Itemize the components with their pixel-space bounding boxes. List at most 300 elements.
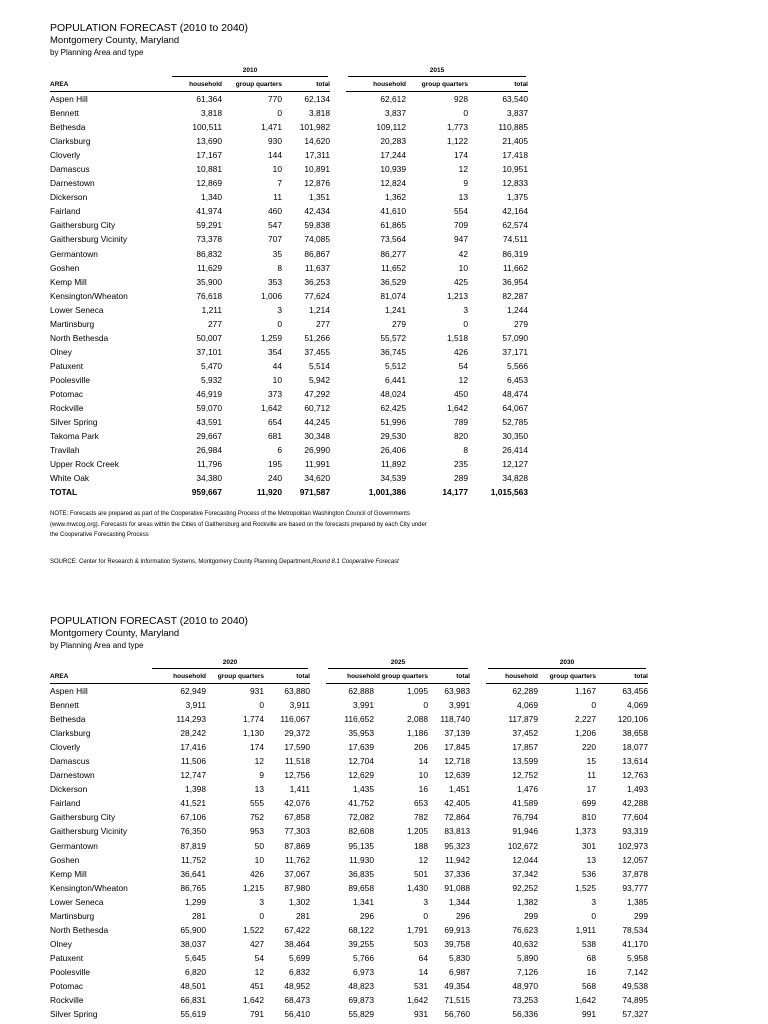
note-line-1: NOTE: Forecasts are prepared as part of the Cooperative Forecasting Process of the Metropolitan Washington Council of Governments xyxy=(50,511,410,517)
value-cell: 37,455 xyxy=(304,346,330,357)
value-cell: 48,952 xyxy=(284,981,310,991)
table-row xyxy=(50,401,528,415)
table-row xyxy=(50,190,528,204)
gap-cell xyxy=(470,881,486,895)
gap-cell xyxy=(330,429,346,443)
value-cell: 3 xyxy=(463,304,468,315)
year-label: 2025 xyxy=(328,659,468,669)
column-header: household xyxy=(486,670,538,684)
table-row xyxy=(50,247,528,261)
value-cell: 555 xyxy=(250,798,264,809)
area-name: Rockville xyxy=(50,995,84,1006)
table2-title: POPULATION FORECAST (2010 to 2040) xyxy=(50,615,249,627)
value-cell: 536 xyxy=(582,868,596,879)
value-cell: 460 xyxy=(268,206,282,217)
value-cell: 11,991 xyxy=(305,459,330,470)
table-row xyxy=(50,331,528,345)
gap-cell xyxy=(470,909,486,923)
value-cell: 54 xyxy=(254,952,264,963)
gap-cell xyxy=(310,923,326,937)
value-cell: 89,658 xyxy=(348,882,374,893)
value-cell: 120,106 xyxy=(617,714,648,725)
value-cell: 13 xyxy=(586,854,596,865)
value-cell: 5,958 xyxy=(627,952,648,963)
area-name: Lower Seneca xyxy=(50,304,104,315)
value-cell: 17,167 xyxy=(196,150,222,161)
area-name: Cloverly xyxy=(50,150,81,161)
value-cell: 538 xyxy=(582,938,596,949)
table-row xyxy=(50,979,648,993)
value-cell: 12,824 xyxy=(380,178,406,189)
value-cell: 83,813 xyxy=(444,826,470,837)
value-cell: 8 xyxy=(277,262,282,273)
gap-cell xyxy=(310,881,326,895)
gap-cell xyxy=(330,401,346,415)
value-cell: 0 xyxy=(423,910,428,921)
area-name: Goshen xyxy=(50,262,80,273)
value-cell: 87,869 xyxy=(284,840,310,851)
value-cell: 67,858 xyxy=(284,812,310,823)
value-cell: 1,341 xyxy=(353,896,374,907)
table-row xyxy=(50,120,528,134)
area-name: Travilah xyxy=(50,445,80,456)
value-cell: 48,823 xyxy=(348,981,374,991)
value-cell: 547 xyxy=(268,220,282,231)
gap-cell xyxy=(310,754,326,768)
value-cell: 48,970 xyxy=(512,981,538,991)
table2-county: Montgomery County, Maryland xyxy=(50,628,180,639)
value-cell: 0 xyxy=(463,318,468,329)
gap-cell xyxy=(470,796,486,810)
value-cell: 67,422 xyxy=(284,924,310,935)
gap-cell xyxy=(330,247,346,261)
value-cell: 26,414 xyxy=(502,445,528,456)
column-header: group quarters xyxy=(406,78,468,92)
value-cell: 277 xyxy=(316,318,330,329)
value-cell: 0 xyxy=(591,910,596,921)
table-row xyxy=(50,993,648,1007)
value-cell: 12 xyxy=(458,374,468,385)
area-name: Bethesda xyxy=(50,714,86,725)
forecast-table-2020-2030 xyxy=(50,657,648,1021)
value-cell: 13,614 xyxy=(622,756,648,767)
value-cell: 12 xyxy=(418,854,428,865)
value-cell: 3 xyxy=(259,896,264,907)
table-row xyxy=(50,457,528,471)
value-cell: 114,293 xyxy=(176,714,206,725)
value-cell: 5,470 xyxy=(201,360,222,371)
gap-cell xyxy=(310,796,326,810)
value-cell: 101,982 xyxy=(299,122,330,133)
value-cell: 947 xyxy=(454,234,468,245)
value-cell: 55,572 xyxy=(380,332,406,343)
value-cell: 17,590 xyxy=(284,742,310,753)
value-cell: 30,348 xyxy=(304,431,330,442)
value-cell: 3 xyxy=(423,896,428,907)
value-cell: 174 xyxy=(250,742,264,753)
gap-cell xyxy=(330,275,346,289)
value-cell: 47,292 xyxy=(304,389,330,399)
gap-cell xyxy=(330,78,346,92)
value-cell: 57,327 xyxy=(622,1009,648,1020)
value-cell: 56,760 xyxy=(444,1009,470,1020)
value-cell: 93,319 xyxy=(622,826,648,837)
value-cell: 30,350 xyxy=(502,431,528,442)
gap-cell xyxy=(310,768,326,782)
column-header: household xyxy=(150,670,206,684)
value-cell: 34,380 xyxy=(196,473,222,484)
area-name: Gaithersburg Vicinity xyxy=(50,826,128,837)
value-cell: 95,135 xyxy=(348,840,374,851)
table-row xyxy=(50,373,528,387)
value-cell: 12 xyxy=(254,756,264,767)
gap-cell xyxy=(470,895,486,909)
value-cell: 0 xyxy=(259,910,264,921)
table1-subtitle: by Planning Area and type xyxy=(50,48,144,57)
table-row xyxy=(50,317,528,331)
value-cell: 64,067 xyxy=(502,403,528,414)
area-name: Aspen Hill xyxy=(50,686,88,697)
column-header-row xyxy=(50,670,648,684)
value-cell: 116,652 xyxy=(344,714,374,725)
area-name: Olney xyxy=(50,938,72,949)
value-cell: 354 xyxy=(268,346,282,357)
value-cell: 820 xyxy=(454,431,468,442)
value-cell: 86,277 xyxy=(380,248,406,259)
gap-cell xyxy=(330,331,346,345)
value-cell: 29,372 xyxy=(284,728,310,739)
value-cell: 68 xyxy=(586,952,596,963)
value-cell: 1,430 xyxy=(407,882,428,893)
value-cell: 1,259 xyxy=(261,332,282,343)
value-cell: 1,398 xyxy=(185,784,206,795)
value-cell: 26,984 xyxy=(196,445,222,456)
value-cell: 5,932 xyxy=(201,374,222,385)
value-cell: 42,288 xyxy=(622,798,648,809)
value-cell: 2,088 xyxy=(407,714,428,725)
gap-cell xyxy=(470,937,486,951)
table-row xyxy=(50,471,528,485)
value-cell: 36,745 xyxy=(380,346,406,357)
value-cell: 117,879 xyxy=(508,714,538,725)
column-header: total xyxy=(596,670,648,684)
year-group-2010 xyxy=(170,65,330,78)
value-cell: 42,405 xyxy=(444,798,470,809)
value-cell: 1,518 xyxy=(447,332,468,343)
value-cell: 35 xyxy=(272,248,282,259)
gap-cell xyxy=(330,176,346,190)
value-cell: 62,425 xyxy=(380,403,406,414)
value-cell: 77,604 xyxy=(622,812,648,823)
value-cell: 37,342 xyxy=(512,868,538,879)
value-cell: 37,452 xyxy=(512,728,538,739)
table-row xyxy=(50,782,648,796)
value-cell: 931 xyxy=(250,686,264,697)
total-value: 1,001,386 xyxy=(368,487,406,498)
area-name: Darnestown xyxy=(50,770,95,781)
gap-cell xyxy=(330,148,346,162)
gap-cell xyxy=(310,867,326,881)
table-row xyxy=(50,232,528,246)
value-cell: 0 xyxy=(463,108,468,119)
area-name: Damascus xyxy=(50,756,90,767)
gap-cell xyxy=(310,895,326,909)
value-cell: 63,880 xyxy=(284,686,310,697)
value-cell: 426 xyxy=(250,868,264,879)
value-cell: 3,991 xyxy=(449,700,470,711)
value-cell: 62,134 xyxy=(304,94,330,105)
value-cell: 60,712 xyxy=(304,403,330,414)
forecast-table-2010-2015 xyxy=(50,65,528,499)
value-cell: 17,845 xyxy=(444,742,470,753)
gap-cell xyxy=(310,824,326,838)
value-cell: 568 xyxy=(582,981,596,991)
gap-cell xyxy=(470,670,486,684)
value-cell: 277 xyxy=(208,318,222,329)
value-cell: 110,885 xyxy=(498,122,528,133)
value-cell: 40,632 xyxy=(512,938,538,949)
table-row xyxy=(50,261,528,275)
gap-cell xyxy=(330,65,346,78)
value-cell: 782 xyxy=(414,812,428,823)
gap-cell xyxy=(470,839,486,853)
value-cell: 39,758 xyxy=(444,938,470,949)
table2-subtitle: by Planning Area and type xyxy=(50,641,144,650)
value-cell: 12,704 xyxy=(348,756,374,767)
gap-cell xyxy=(310,993,326,1007)
gap-cell xyxy=(330,471,346,485)
value-cell: 3 xyxy=(591,896,596,907)
value-cell: 1,122 xyxy=(447,136,468,147)
value-cell: 17,857 xyxy=(512,742,538,753)
table-row xyxy=(50,345,528,359)
value-cell: 4,069 xyxy=(627,700,648,711)
year-header-row xyxy=(50,65,528,78)
area-name: Dickerson xyxy=(50,784,88,795)
value-cell: 78,534 xyxy=(622,924,648,935)
value-cell: 12,869 xyxy=(196,178,222,189)
value-cell: 425 xyxy=(454,276,468,287)
gap-cell xyxy=(310,810,326,824)
table-row xyxy=(50,965,648,979)
gap-cell xyxy=(330,204,346,218)
value-cell: 3 xyxy=(277,304,282,315)
value-cell: 61,364 xyxy=(196,94,222,105)
value-cell: 1,791 xyxy=(407,924,428,935)
year-spacer xyxy=(50,65,170,78)
table-row xyxy=(50,176,528,190)
table-row xyxy=(50,796,648,810)
value-cell: 12,752 xyxy=(512,770,538,781)
value-cell: 699 xyxy=(582,798,596,809)
value-cell: 12,639 xyxy=(444,770,470,781)
value-cell: 14 xyxy=(418,966,428,977)
value-cell: 17,311 xyxy=(305,150,330,161)
value-cell: 12,876 xyxy=(304,178,330,189)
total-value: 971,587 xyxy=(299,487,330,498)
value-cell: 61,865 xyxy=(380,220,406,231)
value-cell: 11,942 xyxy=(445,854,470,865)
value-cell: 91,946 xyxy=(512,826,538,837)
value-cell: 1,244 xyxy=(507,304,528,315)
value-cell: 42,076 xyxy=(284,798,310,809)
value-cell: 50,007 xyxy=(196,332,222,343)
value-cell: 36,529 xyxy=(380,276,406,287)
value-cell: 11,652 xyxy=(381,262,406,273)
value-cell: 10 xyxy=(272,374,282,385)
value-cell: 76,350 xyxy=(180,826,206,837)
value-cell: 15 xyxy=(586,756,596,767)
value-cell: 56,336 xyxy=(512,1009,538,1020)
table-row xyxy=(50,895,648,909)
value-cell: 7,126 xyxy=(517,966,538,977)
value-cell: 102,672 xyxy=(507,840,538,851)
gap-cell xyxy=(470,712,486,726)
value-cell: 1,493 xyxy=(627,784,648,795)
value-cell: 34,539 xyxy=(380,473,406,484)
gap-cell xyxy=(470,726,486,740)
table-row xyxy=(50,359,528,373)
table-row xyxy=(50,443,528,457)
value-cell: 1,375 xyxy=(507,192,528,203)
table1-heading xyxy=(50,22,248,58)
gap-cell xyxy=(330,303,346,317)
gap-cell xyxy=(330,373,346,387)
value-cell: 57,090 xyxy=(502,332,528,343)
value-cell: 554 xyxy=(454,206,468,217)
value-cell: 62,949 xyxy=(180,686,206,697)
value-cell: 1,095 xyxy=(407,686,428,697)
column-header: total xyxy=(282,78,330,92)
value-cell: 36,641 xyxy=(180,868,206,879)
gap-cell xyxy=(330,345,346,359)
area-name: Silver Spring xyxy=(50,417,98,428)
table-row xyxy=(50,106,528,120)
value-cell: 29,667 xyxy=(196,431,222,442)
value-cell: 87,980 xyxy=(284,882,310,893)
area-name: Damascus xyxy=(50,164,90,175)
value-cell: 503 xyxy=(414,938,428,949)
value-cell: 37,067 xyxy=(284,868,310,879)
gap-cell xyxy=(330,261,346,275)
value-cell: 1,642 xyxy=(447,403,468,414)
value-cell: 36,954 xyxy=(502,276,528,287)
gap-cell xyxy=(330,106,346,120)
value-cell: 1,205 xyxy=(407,826,428,837)
value-cell: 1,911 xyxy=(575,924,596,935)
gap-cell xyxy=(310,740,326,754)
year-group xyxy=(326,657,470,670)
value-cell: 144 xyxy=(268,150,282,161)
value-cell: 17,639 xyxy=(348,742,374,753)
value-cell: 296 xyxy=(456,910,470,921)
table-row xyxy=(50,289,528,303)
area-name: North Bethesda xyxy=(50,332,109,343)
value-cell: 73,378 xyxy=(196,234,222,245)
value-cell: 20,283 xyxy=(380,136,406,147)
gap-cell xyxy=(310,657,326,670)
value-cell: 26,406 xyxy=(380,445,406,456)
value-cell: 82,608 xyxy=(348,826,374,837)
value-cell: 5,645 xyxy=(185,952,206,963)
value-cell: 37,171 xyxy=(502,346,528,357)
value-cell: 501 xyxy=(414,868,428,879)
column-header: household xyxy=(346,78,406,92)
gap-cell xyxy=(470,1007,486,1021)
value-cell: 5,699 xyxy=(289,952,310,963)
value-cell: 72,864 xyxy=(444,812,470,823)
gap-cell xyxy=(470,979,486,993)
value-cell: 931 xyxy=(414,1009,428,1020)
gap-cell xyxy=(330,162,346,176)
value-cell: 82,287 xyxy=(502,290,528,301)
year-label-2015: 2015 xyxy=(348,67,526,77)
area-header: AREA xyxy=(50,670,150,684)
value-cell: 11,762 xyxy=(285,854,310,865)
value-cell: 17,416 xyxy=(180,742,206,753)
gap-cell xyxy=(310,937,326,951)
value-cell: 59,838 xyxy=(304,220,330,231)
value-cell: 42,434 xyxy=(304,206,330,217)
column-header: household group quarters xyxy=(326,670,428,684)
table1-title: POPULATION FORECAST (2010 to 2040) xyxy=(50,22,249,34)
value-cell: 38,658 xyxy=(622,728,648,739)
area-header: AREA xyxy=(50,78,170,92)
value-cell: 991 xyxy=(582,1009,596,1020)
value-cell: 100,511 xyxy=(192,122,222,133)
value-cell: 63,456 xyxy=(622,686,648,697)
value-cell: 41,974 xyxy=(196,206,222,217)
value-cell: 56,410 xyxy=(284,1009,310,1020)
value-cell: 76,794 xyxy=(512,812,538,823)
gap-cell xyxy=(310,670,326,684)
gap-cell xyxy=(330,485,346,499)
gap-cell xyxy=(310,839,326,853)
value-cell: 68,473 xyxy=(284,995,310,1006)
value-cell: 3,911 xyxy=(185,700,206,711)
value-cell: 1,351 xyxy=(309,192,330,203)
gap-cell xyxy=(330,218,346,232)
value-cell: 373 xyxy=(268,389,282,399)
value-cell: 86,867 xyxy=(304,248,330,259)
area-name: Bennett xyxy=(50,700,79,711)
table2-heading xyxy=(50,615,248,651)
value-cell: 50 xyxy=(254,840,264,851)
gap-cell xyxy=(310,698,326,712)
value-cell: 11,637 xyxy=(305,262,330,273)
value-cell: 1,451 xyxy=(449,784,470,795)
column-header: total xyxy=(428,670,470,684)
value-cell: 29,530 xyxy=(380,431,406,442)
value-cell: 16 xyxy=(586,966,596,977)
value-cell: 789 xyxy=(454,417,468,428)
area-name: Poolesville xyxy=(50,374,91,385)
value-cell: 73,564 xyxy=(380,234,406,245)
year-label-2010: 2010 xyxy=(172,67,328,77)
value-cell: 77,624 xyxy=(304,290,330,301)
value-cell: 52,785 xyxy=(502,417,528,428)
value-cell: 6,973 xyxy=(353,966,374,977)
value-cell: 10,891 xyxy=(304,164,330,175)
value-cell: 6,987 xyxy=(449,966,470,977)
value-cell: 6,453 xyxy=(507,374,528,385)
area-name: Patuxent xyxy=(50,360,84,371)
table-row xyxy=(50,303,528,317)
gap-cell xyxy=(470,698,486,712)
value-cell: 11 xyxy=(587,770,596,781)
value-cell: 9 xyxy=(463,178,468,189)
value-cell: 36,835 xyxy=(348,868,374,879)
